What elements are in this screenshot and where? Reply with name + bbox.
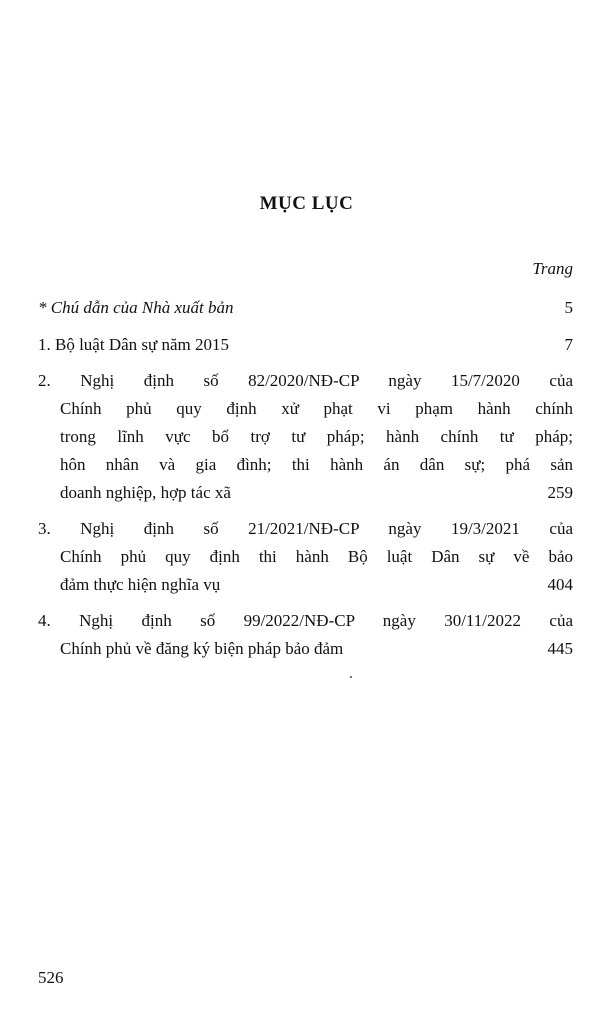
toc-page-number: 7 — [564, 335, 573, 354]
toc-entry-publisher-note[interactable] — [38, 294, 573, 322]
toc-entry-text: trong lĩnh vực bổ trợ tư pháp; hành chính tư pháp; — [60, 427, 573, 446]
toc-entry-2[interactable] — [38, 367, 573, 507]
page-title: MỤC LỤC — [259, 193, 354, 214]
toc-entry-text: Chính phủ quy định thi hành Bộ luật Dân sự về bảo — [60, 547, 573, 566]
page-number-footer: 526 — [38, 968, 64, 987]
toc-entry-text-tail: đảm thực hiện nghĩa vụ — [60, 575, 221, 594]
toc-entry-text: hôn nhân và gia đình; thi hành án dân sự; phá sản — [60, 455, 573, 474]
toc-page-number: 404 — [547, 575, 573, 594]
toc-entry-text-tail: doanh nghiệp, hợp tác xã — [60, 483, 231, 502]
toc-entry-4[interactable] — [38, 607, 573, 663]
toc-entry-text: 3. Nghị định số 21/2021/NĐ-CP ngày 19/3/2021 của — [38, 519, 573, 538]
toc-entry-text — [38, 479, 573, 507]
print-speck — [350, 676, 352, 678]
toc-page-number: 259 — [547, 483, 573, 502]
toc-entry-text: 4. Nghị định số 99/2022/NĐ-CP ngày 30/11/2022 của — [38, 611, 573, 630]
toc-entry-text: 1. Bộ luật Dân sự năm 2015 — [38, 335, 230, 354]
page-column-header: Trang — [532, 259, 573, 278]
toc-page-number: 5 — [564, 298, 573, 317]
toc-entry-text: * Chú dẫn của Nhà xuất bản — [38, 298, 234, 317]
toc-entry-text: Chính phủ quy định xử phạt vi phạm hành chính — [60, 399, 573, 418]
toc-page-number: 445 — [547, 639, 573, 658]
toc-entry-1[interactable] — [38, 331, 573, 359]
toc-entry-text — [38, 635, 573, 663]
toc-entry-text: 2. Nghị định số 82/2020/NĐ-CP ngày 15/7/2020 của — [38, 371, 573, 390]
toc-entry-3[interactable] — [38, 515, 573, 599]
toc-entry-text — [38, 571, 573, 599]
toc-entry-text-tail: Chính phủ về đăng ký biện pháp bảo đảm — [60, 639, 344, 658]
